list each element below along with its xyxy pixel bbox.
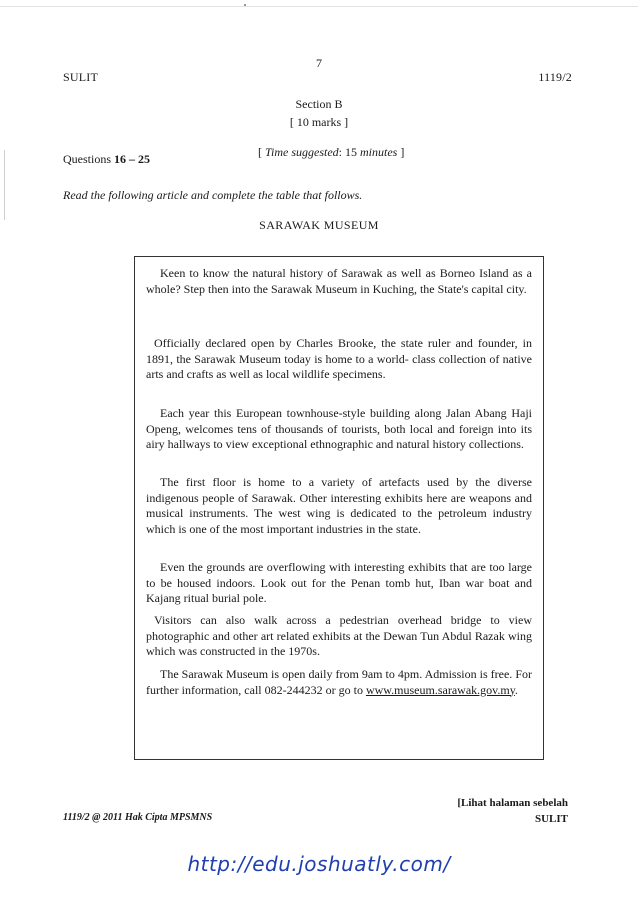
link-period: . <box>514 682 518 697</box>
time-suggested <box>258 145 404 160</box>
museum-website-link[interactable]: www.museum.sarawak.gov.my <box>365 682 515 697</box>
time-bracket-open: [ <box>258 145 265 159</box>
time-unit: minutes <box>360 145 398 159</box>
section-marks: [ 10 marks ] <box>289 115 349 129</box>
article-paragraph <box>146 475 532 537</box>
questions-range <box>63 152 150 167</box>
questions-prefix: Questions <box>63 152 114 166</box>
footer-sulit: SULIT <box>534 813 568 825</box>
article-paragraph <box>146 667 532 698</box>
instruction: Read the following article and complete the table that follows. <box>63 188 363 202</box>
article-title: SARAWAK MUSEUM <box>259 218 379 232</box>
page-number: 7 <box>316 56 322 70</box>
article-paragraph <box>146 560 532 607</box>
article-paragraph <box>146 613 532 660</box>
scan-speck <box>244 4 246 6</box>
paragraph-text: Each year this European townhouse-style building along Jalan Abang Haji Openg, welcomes tens of thousands of tourists, both local and foreign into its airy hallways to view exceptional ethnographic and natural history collections. <box>146 406 532 451</box>
article-paragraph <box>146 336 532 383</box>
footer-next-page-label: [Lihat halaman sebelah <box>457 797 568 809</box>
time-value: : 15 <box>338 145 361 159</box>
header-right-code: 1119/2 <box>538 70 572 84</box>
scan-edge-top <box>0 6 638 7</box>
scan-edge-left <box>4 150 5 220</box>
paragraph-text: The Sarawak Museum is open daily from 9am to 4pm. Admission is free. For further information, call 082-244232 or go to <box>146 667 532 697</box>
questions-numbers: 16 – 25 <box>114 152 150 166</box>
paragraph-text: Officially declared open by Charles Brooke, the state ruler and founder, in 1891, the Sarawak Museum today is home to a world- class collection of native arts and crafts as well as local wildlife specimens. <box>146 336 532 381</box>
watermark-url[interactable]: http://edu.joshuatly.com/ <box>187 852 451 876</box>
footer-next-page <box>457 795 568 827</box>
article-paragraph <box>146 406 532 453</box>
paragraph-text: Keen to know the natural history of Sarawak as well as Borneo Island as a whole? Step then into the Sarawak Museum in Kuching, the State's capital city. <box>146 266 532 296</box>
paragraph-text: Visitors can also walk across a pedestrian overhead bridge to view photographic and other art related exhibits at the Dewan Tun Abdul Razak wing which was constructed in the 1970s. <box>146 613 532 658</box>
section-title: Section B <box>295 97 343 111</box>
time-label: Time suggested <box>265 145 339 159</box>
paragraph-text: The first floor is home to a variety of artefacts used by the diverse indigenous people of Sarawak. Other interesting exhibits here are weapons and musical instruments. The west wing is dedicated to the petroleum industry which is one of the most important industries in the state. <box>146 475 532 536</box>
paragraph-text: Even the grounds are overflowing with interesting exhibits that are too large to be housed indoors. Look out for the Penan tomb hut, Iban war boat and Kajang ritual burial pole. <box>146 560 532 605</box>
time-bracket-close: ] <box>397 145 405 159</box>
article-paragraph <box>146 266 532 297</box>
footer-copyright: 1119/2 @ 2011 Hak Cipta MPSMNS <box>63 812 213 823</box>
header-left-sulit: SULIT <box>63 70 98 84</box>
